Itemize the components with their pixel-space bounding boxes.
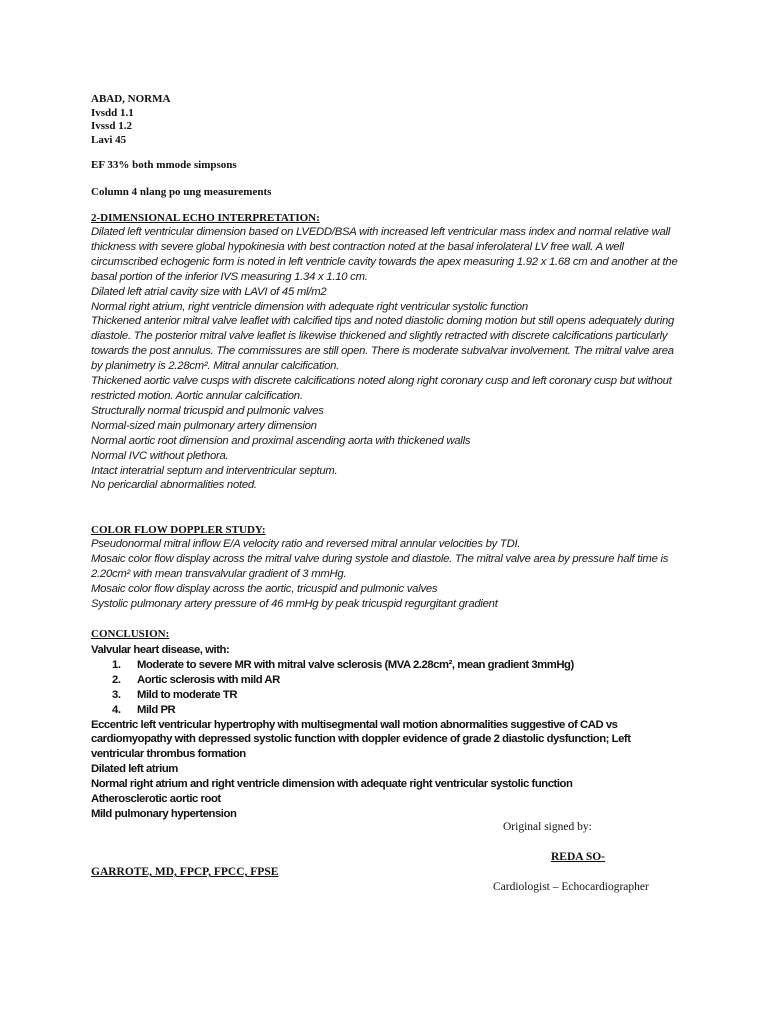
- item-number: 3.: [112, 688, 121, 701]
- echo-heading: 2-DIMENSIONAL ECHO INTERPRETATION:: [91, 212, 320, 224]
- item-text: Moderate to severe MR with mitral valve sclerosis (MVA 2.28cm², mean gradient 3mmHg): [137, 658, 574, 671]
- doppler-finding: Systolic pulmonary artery pressure of 46 mmHg by peak tricuspid regurgitant gradient: [91, 597, 498, 610]
- doppler-finding: Mosaic color flow display across the mitral valve during systole and diastole. The mitral valve area by pressure half time is 2.20cm² with mean transvalvular gradient of 3 mmHg.: [91, 552, 669, 580]
- patient-header: [91, 93, 170, 147]
- ef-note: EF 33% both mmode simpsons: [91, 159, 237, 171]
- item-text: Aortic sclerosis with mild AR: [137, 673, 280, 686]
- echo-finding: No pericardial abnormalities noted.: [91, 479, 257, 492]
- conclusion-intro: Valvular heart disease, with:: [91, 644, 230, 656]
- conclusion-numbered-item: [91, 688, 681, 703]
- doppler-finding: Mosaic color flow display across the aortic, tricuspid and pulmonic valves: [91, 582, 438, 595]
- conclusion-item: Normal right atrium and right ventricle dimension with adequate right ventricular systolic function: [91, 778, 573, 791]
- echo-finding: Structurally normal tricuspid and pulmonic valves: [91, 404, 324, 417]
- echo-finding: Intact interatrial septum and interventricular septum.: [91, 464, 338, 477]
- echo-finding: Normal aortic root dimension and proximal ascending aorta with thickened walls: [91, 434, 471, 447]
- column-note: Column 4 nlang po ung measurements: [91, 186, 272, 198]
- echo-findings: [91, 225, 681, 493]
- conclusion-numbered-item: [91, 673, 681, 688]
- echo-finding: Thickened anterior mitral valve leaflet with calcified tips and noted diastolic doming motion but still opens adequately during diastole. The posterior mitral valve leaflet is likewise thickened and slightly retracted with discrete calcifications particularly towards the post annulus. The commissures are still open. There is moderate subvalvar involvement. The mitral valve area by planimetry is 2.28cm². Mitral annular calcification.: [91, 315, 675, 373]
- doppler-heading: COLOR FLOW DOPPLER STUDY:: [91, 524, 266, 536]
- ivssd-value: Ivssd 1.2: [91, 120, 132, 132]
- conclusion-numbered-item: [91, 658, 681, 673]
- item-number: 2.: [112, 673, 121, 686]
- item-text: Mild to moderate TR: [137, 688, 238, 701]
- echo-finding: Normal-sized main pulmonary artery dimension: [91, 419, 317, 432]
- conclusion-body: [91, 643, 681, 822]
- echo-finding: Normal right atrium, right ventricle dimension with adequate right ventricular systolic function: [91, 300, 528, 313]
- conclusion-heading: CONCLUSION:: [91, 628, 170, 640]
- conclusion-numbered-item: [91, 703, 681, 718]
- doppler-finding: Pseudonormal mitral inflow E/A velocity ratio and reversed mitral annular velocities by TDI.: [91, 538, 521, 550]
- echo-finding: Thickened aortic valve cusps with discrete calcifications noted along right coronary cusp and left coronary cusp but without restricted motion. Aortic annular calcification.: [91, 375, 672, 402]
- echo-finding: Dilated left atrial cavity size with LAVI of 45 ml/m2: [91, 285, 327, 298]
- original-signed-label: Original signed by:: [503, 821, 592, 833]
- item-number: 1.: [112, 658, 121, 671]
- patient-name: ABAD, NORMA: [91, 93, 171, 105]
- doctor-title: Cardiologist – Echocardiographer: [493, 881, 649, 893]
- item-text: Mild PR: [137, 703, 176, 716]
- echo-finding: Dilated left ventricular dimension based on LVEDD/BSA with increased left ventricular mass index and normal relative wall thickness with severe global hypokinesia with best contraction noted at the basal inferolateral LV free wall. A well circumscribed echogenic form is noted in left ventricle cavity towards the apex measuring 1.92 x 1.68 cm and another at the basal portion of the inferior IVS measuring 1.34 x 1.10 cm.: [91, 226, 678, 283]
- lavi-value: Lavi 45: [91, 133, 127, 146]
- doppler-findings: [91, 537, 681, 612]
- conclusion-item: Eccentric left ventricular hypertrophy with multisegmental wall motion abnormalities suggestive of CAD vs cardiomyopathy with depressed systolic function with doppler evidence of grade 2 diastolic dysfunction; Left ventricular thrombus formation: [91, 718, 631, 761]
- signer-name: REDA SO-: [551, 851, 605, 863]
- ivsdd-value: Ivsdd 1.1: [91, 106, 134, 119]
- conclusion-item: Atherosclerotic aortic root: [91, 793, 221, 806]
- doctor-name: GARROTE, MD, FPCP, FPCC, FPSE: [91, 866, 279, 878]
- item-number: 4.: [112, 703, 121, 716]
- conclusion-item: Mild pulmonary hypertension: [91, 807, 237, 820]
- echo-finding: Normal IVC without plethora.: [91, 449, 229, 462]
- conclusion-item: Dilated left atrium: [91, 763, 178, 776]
